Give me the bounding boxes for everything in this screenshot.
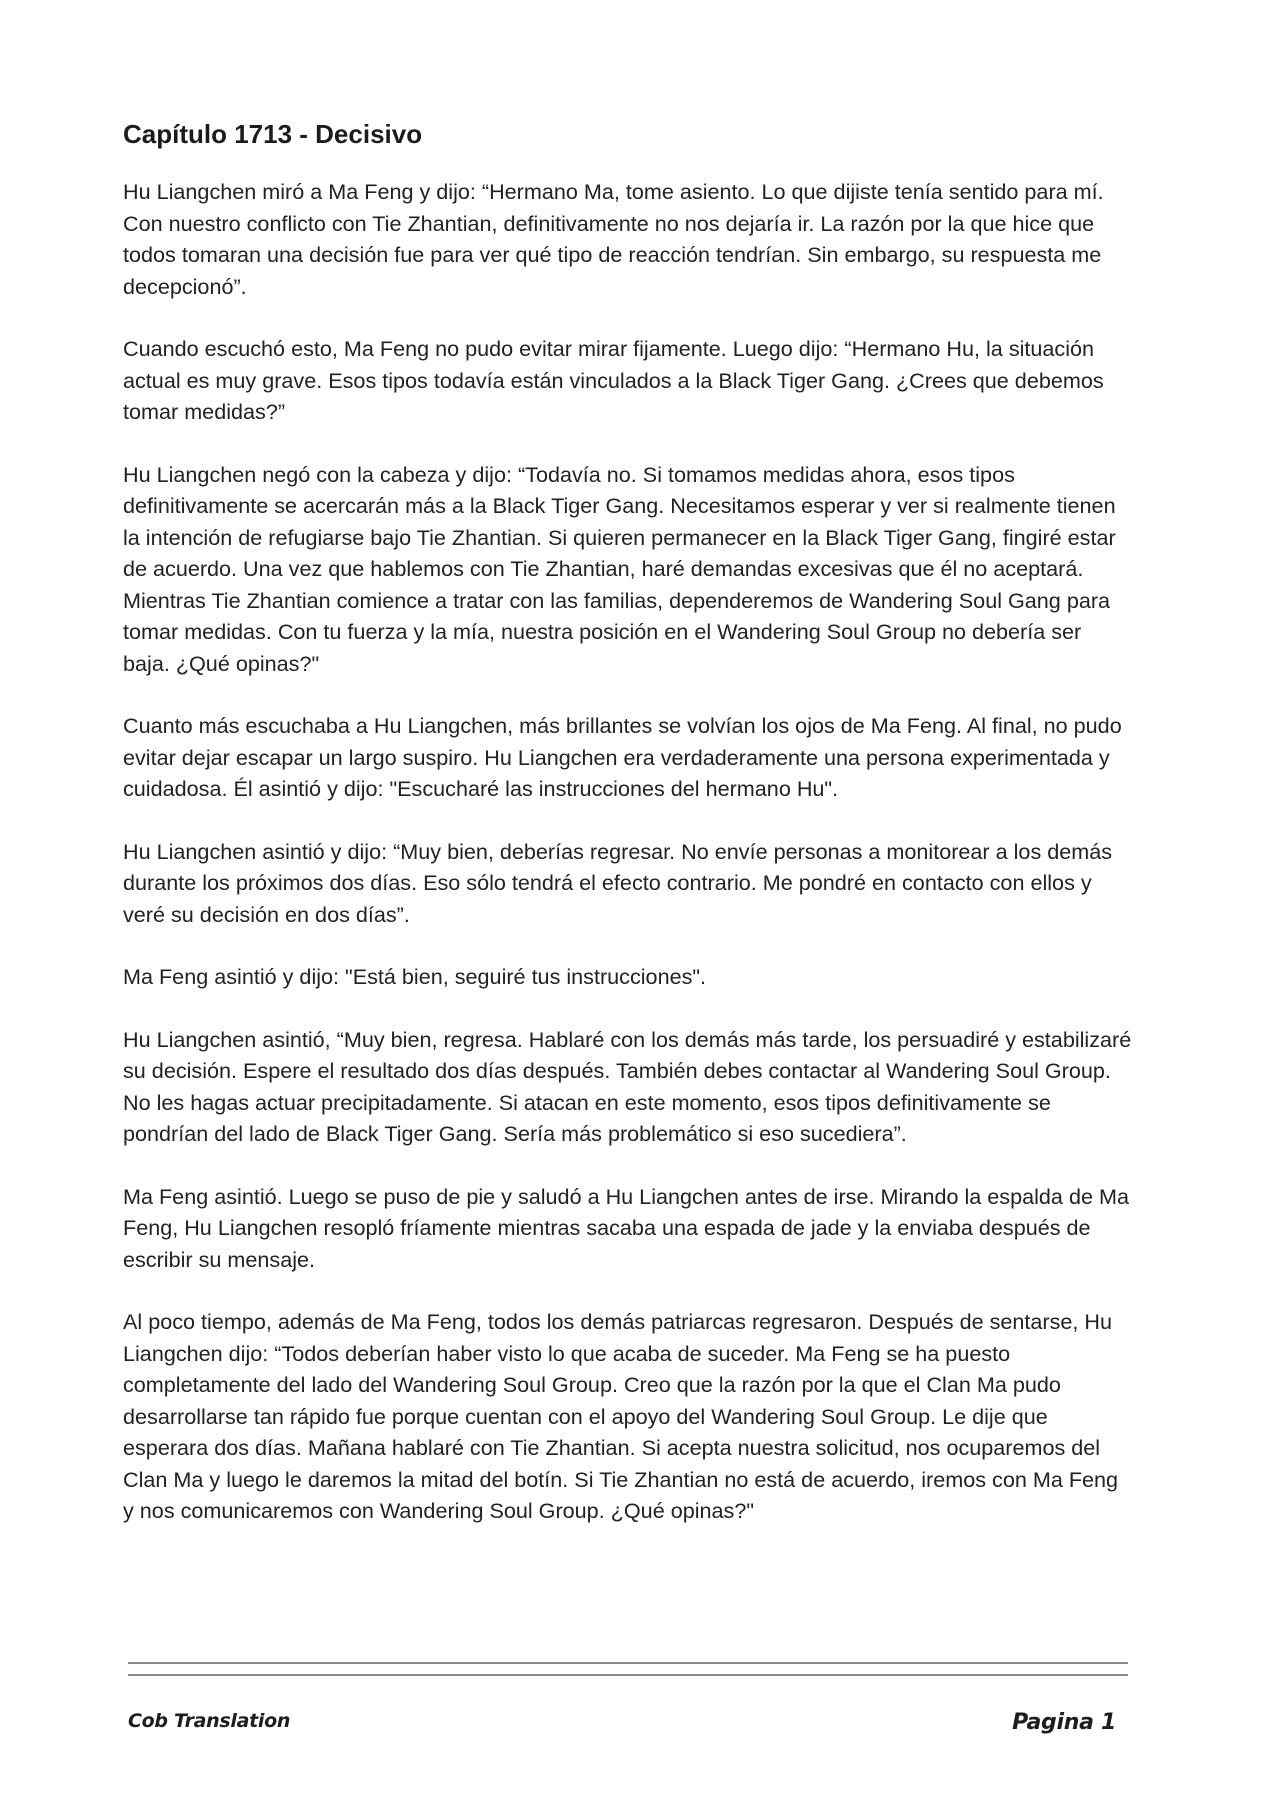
footer-divider [128, 1674, 1128, 1676]
paragraph: Ma Feng asintió. Luego se puso de pie y saludó a Hu Liangchen antes de irse. Mirando la espalda de Ma Feng, Hu Liangchen resopló fríamente mientras sacaba una espada de jade y la enviaba después de escribir su mensaje. [123, 1183, 1129, 1272]
paragraph: Ma Feng asintió y dijo: "Está bien, seguiré tus instrucciones". [123, 964, 707, 989]
paragraph: Hu Liangchen asintió, “Muy bien, regresa. Hablaré con los demás más tarde, los persuadiré y estabilizaré su decisión. Espere el resultado dos días después. También debes contactar al Wandering Soul Group. No les hagas actuar precipitadamente. Si atacan en este momento, esos tipos definitivamente se pondrían del lado de Black Tiger Gang. Sería más problemático si eso sucediera”. [123, 1026, 1132, 1146]
page-footer [128, 1662, 1128, 1740]
footer-row [128, 1710, 1128, 1740]
paragraph: Cuanto más escuchaba a Hu Liangchen, más brillantes se volvían los ojos de Ma Feng. Al final, no pudo evitar dejar escapar un largo suspiro. Hu Liangchen era verdaderamente una persona experimentada y cuidadosa. Él asintió y dijo: "Escucharé las instrucciones del hermano Hu". [123, 713, 1122, 801]
footer-divider [128, 1662, 1128, 1664]
paragraph: Cuando escuchó esto, Ma Feng no pudo evitar mirar fijamente. Luego dijo: “Hermano Hu, la situación actual es muy grave. Esos tipos todavía están vinculados a la Black Tiger Gang. ¿Crees que debemos tomar medidas?” [123, 336, 1104, 424]
paragraph: Al poco tiempo, además de Ma Feng, todos los demás patriarcas regresaron. Después de sentarse, Hu Liangchen dijo: “Todos deberían haber visto lo que acaba de suceder. Ma Feng se ha puesto completamente del lado del Wandering Soul Group. Creo que la razón por la que el Clan Ma pudo desarrollarse tan rápido fue porque cuentan con el apoyo del Wandering Soul Group. Le dije que esperara dos días. Mañana hablaré con Tie Zhantian. Si acepta nuestra solicitud, nos ocuparemos del Clan Ma y luego le daremos la mitad del botín. Si Tie Zhantian no está de acuerdo, iremos con Ma Feng y nos comunicaremos con Wandering Soul Group. ¿Qué opinas?" [123, 1309, 1119, 1523]
document-body [123, 118, 1133, 1558]
chapter-title: Capítulo 1713 - Decisivo [123, 119, 423, 149]
footer-translator-credit: Cob Translation [128, 1710, 291, 1732]
paragraph: Hu Liangchen negó con la cabeza y dijo: “Todavía no. Si tomamos medidas ahora, esos tipos definitivamente se acercarán más a la Black Tiger Gang. Necesitamos esperar y ver si realmente tienen la intención de refugiarse bajo Tie Zhantian. Si quieren permanecer en la Black Tiger Gang, fingiré estar de acuerdo. Una vez que hablemos con Tie Zhantian, haré demandas excesivas que él no aceptará. Mientras Tie Zhantian comience a tratar con las familias, dependeremos de Wandering Soul Gang para tomar medidas. Con tu fuerza y la mía, nuestra posición en el Wandering Soul Group no debería ser baja. ¿Qué opinas?" [123, 461, 1116, 676]
footer-page-number: Pagina 1 [1012, 1710, 1116, 1735]
paragraph: Hu Liangchen asintió y dijo: “Muy bien, deberías regresar. No envíe personas a monitorear a los demás durante los próximos dos días. Eso sólo tendrá el efecto contrario. Me pondré en contacto con ellos y veré su decisión en dos días”. [123, 838, 1113, 927]
paragraph: Hu Liangchen miró a Ma Feng y dijo: “Hermano Ma, tome asiento. Lo que dijiste tenía sentido para mí. Con nuestro conflicto con Tie Zhantian, definitivamente no nos dejaría ir. La razón por la que hice que todos tomaran una decisión fue para ver qué tipo de reacción tendrían. Sin embargo, su respuesta me decepcionó”. [123, 179, 1104, 299]
